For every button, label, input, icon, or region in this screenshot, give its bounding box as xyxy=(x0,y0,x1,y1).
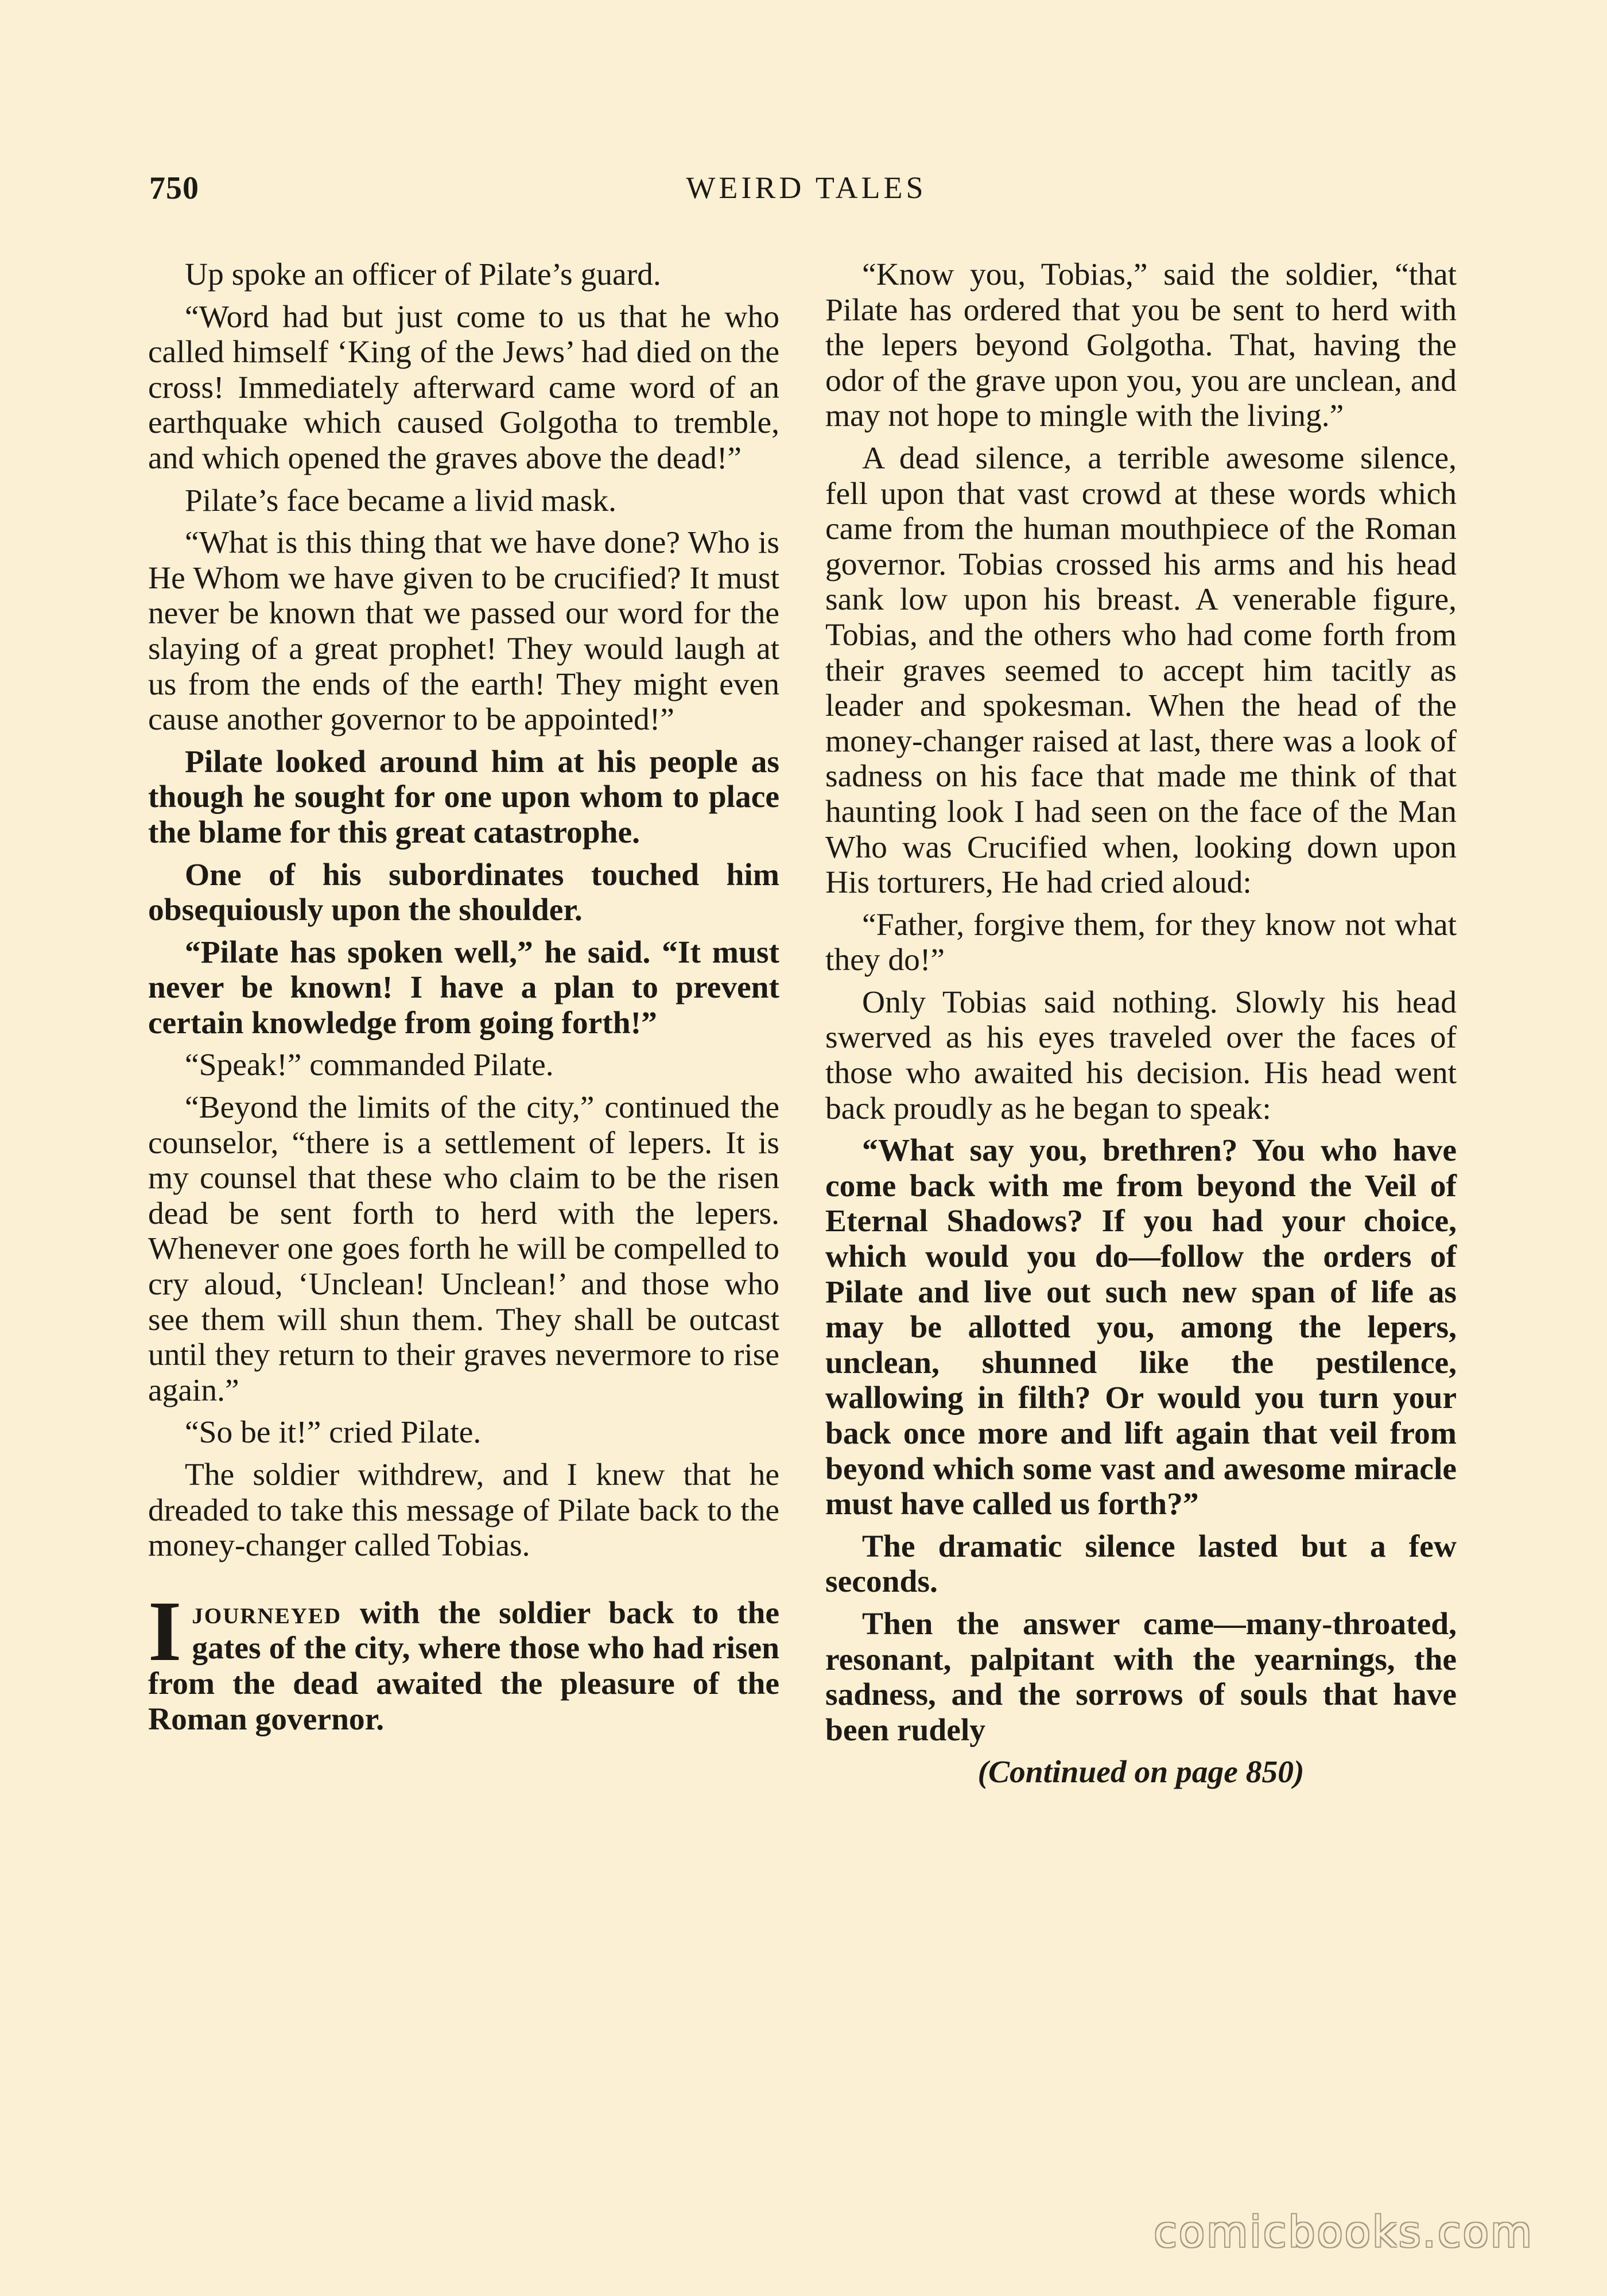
paragraph: “Father, forgive them, for they know not what they do!” xyxy=(825,907,1457,978)
drop-cap: I xyxy=(148,1583,182,1679)
paragraph: “Word had but just come to us that he who called himself ‘King of the Jews’ had died on the cross! Immediately afterward came word of an earthquake which caused Golgotha to tremble, and which opened the graves above the dead!” xyxy=(148,299,779,476)
paragraph: “Speak!” commanded Pilate. xyxy=(185,1048,554,1083)
right-column xyxy=(825,257,1457,1797)
page-header xyxy=(149,170,1464,216)
paragraph: A dead silence, a terrible awesome silence, fell upon that vast crowd at these words which came from the human mouthpiece of the Roman governor. Tobias crossed his arms and his head sank low upon his breast. A venerable figure, Tobias, and the others who had come forth from their graves seemed to accept him tacitly as leader and spokesman. When the head of the money-changer raised at last, there was a look of sadness on his face that made me think of that haunting look I had seen on the face of the Man Who was Crucified when, looking down upon His torturers, He had cried aloud: xyxy=(825,440,1457,901)
paragraph: “Pilate has spoken well,” he said. “It must never be known! I have a plan to prevent certain knowledge from going forth!” xyxy=(148,934,779,1041)
continued-notice: (Continued on page 850) xyxy=(977,1755,1305,1790)
paragraph: Then the answer came—many-throated, resonant, palpitant with the yearnings, the sadness, and the sorrows of souls that have been rudely xyxy=(825,1606,1457,1748)
paragraph: Up spoke an officer of Pilate’s guard. xyxy=(185,257,661,292)
paragraph: “What is this thing that we have done? Who is He Whom we have given to be crucified? It must never be known that we passed our word for the slaying of a great prophet! They would laugh at us from the ends of the earth! They might even cause another governor to be appointed!” xyxy=(148,525,779,738)
watermark: comicbooks.com xyxy=(1154,2208,1534,2257)
paragraph: “So be it!” cried Pilate. xyxy=(185,1415,482,1450)
paragraph: The soldier withdrew, and I knew that he dreaded to take this message of Pilate back to the money-changer called Tobias. xyxy=(148,1457,779,1564)
small-caps-lead: journeyed xyxy=(192,1595,342,1631)
section-opening-paragraph xyxy=(148,1583,779,1737)
paragraph: One of his subordinates touched him obsequiously upon the shoulder. xyxy=(148,857,779,928)
paragraph: “Beyond the limits of the city,” continued the counselor, “there is a settlement of lepers. It is my counsel that these who claim to be the risen dead be sent forth to herd with the lepers. Whenever one goes forth he will be compelled to cry aloud, ‘Unclean! Unclean!’ and those who see them will shun them. They shall be outcast until they return to their graves nevermore to rise again.” xyxy=(148,1090,779,1408)
paragraph: “Know you, Tobias,” said the soldier, “that Pilate has ordered that you be sent to herd with the lepers beyond Golgotha. That, having the odor of the grave upon you, you are unclean, and may not hope to mingle with the living.” xyxy=(825,257,1457,434)
page-number: 750 xyxy=(149,170,199,206)
section-text: with the soldier back to the gates of the city, where those who had risen from the dead awaited the pleasure of the Roman governor. xyxy=(148,1595,779,1737)
paragraph: “What say you, brethren? You who have come back with me from beyond the Veil of Eternal Shadows? If you had your choice, which would you do—follow the orders of Pilate and live out such new span of life as may be allotted you, among the lepers, unclean, shunned like the pestilence, wallowing in filth? Or would you turn your back once more and lift again that veil from beyond which some vast and awesome miracle must have called us forth?” xyxy=(825,1133,1457,1522)
paragraph: Pilate looked around him at his people as though he sought for one upon whom to place the blame for this great catastrophe. xyxy=(148,744,779,850)
running-head: WEIRD TALES xyxy=(686,170,927,205)
paragraph: The dramatic silence lasted but a few seconds. xyxy=(825,1529,1457,1600)
paragraph: Only Tobias said nothing. Slowly his head swerved as his eyes traveled over the faces of those who awaited his decision. His head went back proudly as he began to speak: xyxy=(825,984,1457,1126)
left-column xyxy=(148,257,779,1744)
paragraph: Pilate’s face became a livid mask. xyxy=(185,483,617,518)
